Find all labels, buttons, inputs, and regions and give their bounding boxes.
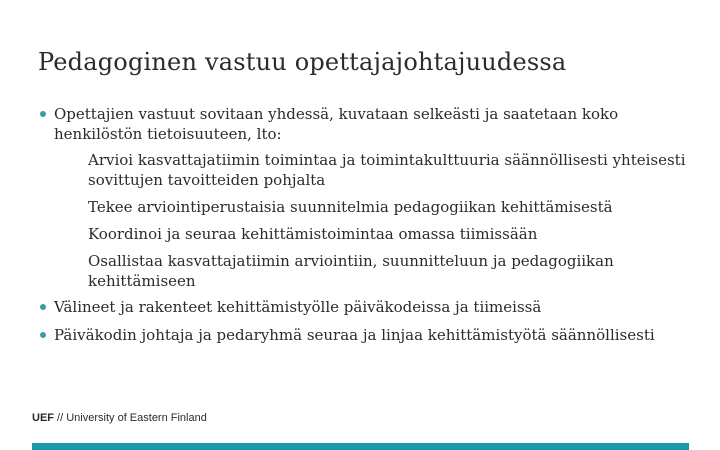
bullet-text: Opettajien vastuut sovitaan yhdessä, kuvataan selkeästi ja saatetaan koko henkilöstön tietoisuuteen, lto: (54, 105, 619, 143)
footer-separator: // (54, 412, 67, 424)
bullet-item (38, 297, 698, 317)
bullet-item (38, 104, 698, 144)
sub-item: Koordinoi ja seuraa kehittämistoimintaa omassa tiimissään (88, 225, 538, 243)
bullet-dot-icon (40, 111, 46, 117)
footer-university-name: University of Eastern Finland (66, 412, 207, 424)
bullet-item (38, 325, 698, 345)
sub-item: Tekee arviointiperustaisia suunnitelmia pedagogiikan kehittämisestä (88, 198, 613, 216)
sub-item: Arvioi kasvattajatiimin toimintaa ja toimintakulttuuria säännöllisesti yhteisesti sovittujen tavoitteiden pohjalta (88, 151, 686, 189)
slide-content (38, 104, 698, 345)
sub-item: Osallistaa kasvattajatiimin arviointiin, suunnitteluun ja pedagogiikan kehittämiseen (88, 252, 614, 290)
bullet-dot-icon (40, 304, 46, 310)
footer-accent-bar (32, 443, 689, 450)
bullet-text: Välineet ja rakenteet kehittämistyölle päiväkodeissa ja tiimeissä (54, 298, 542, 316)
slide-title: Pedagoginen vastuu opettajajohtajuudessa (38, 48, 567, 76)
bullet-dot-icon (40, 332, 46, 338)
bullet-text: Päiväkodin johtaja ja pedaryhmä seuraa ja linjaa kehittämistyötä säännöllisesti (54, 326, 655, 344)
footer (32, 412, 207, 424)
footer-brand: UEF (32, 412, 54, 424)
